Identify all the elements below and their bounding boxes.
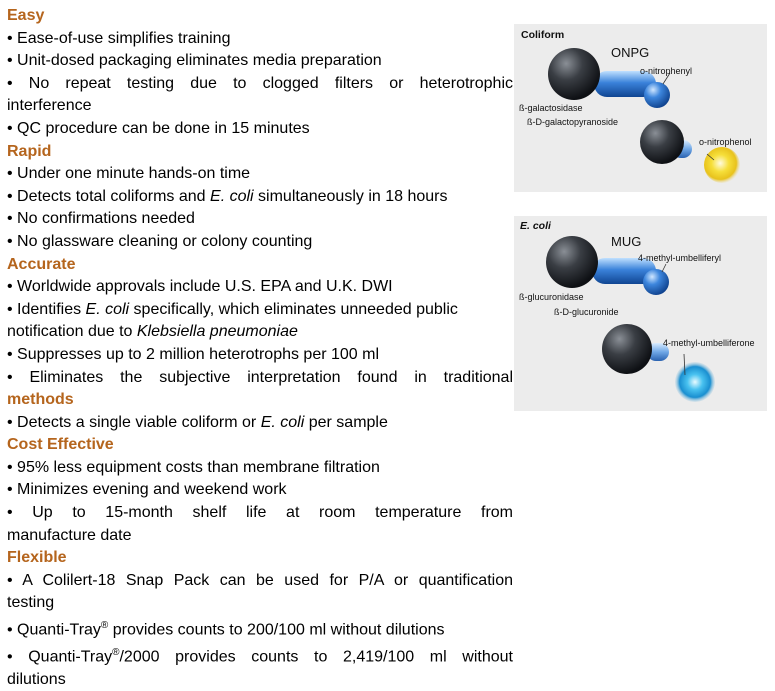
- product-label: 4-methyl-umbelliferone: [663, 338, 755, 348]
- list-item: • Worldwide approvals include U.S. EPA and U.K. DWI: [7, 278, 393, 296]
- heading-easy: Easy: [7, 7, 45, 24]
- heading-cost-effective: Cost Effective: [7, 436, 114, 454]
- ecoli-diagram: [514, 216, 767, 411]
- diagram-title: Coliform: [521, 29, 565, 41]
- bond-label: ß-D-glucuronide: [554, 307, 619, 317]
- list-item-continuation: testing: [7, 594, 55, 612]
- list-item: • No repeat testing due to clogged filters or heterotrophic: [7, 74, 513, 92]
- list-item: • Unit-dosed packaging eliminates media preparation: [7, 52, 382, 70]
- list-item: • Quanti-Tray®/2000 provides counts to 2,419/100 ml without: [7, 646, 513, 666]
- list-item: • 95% less equipment costs than membrane filtration: [7, 458, 380, 476]
- list-item: • Under one minute hands-on time: [7, 165, 251, 183]
- diagram-title: E. coli: [520, 220, 551, 232]
- product-glow: [675, 362, 715, 402]
- enzyme-sphere-released: [640, 120, 684, 164]
- list-item-continuation: notification due to Klebsiella pneumoniae: [7, 323, 298, 341]
- product-glow: [704, 147, 740, 183]
- list-item: • Ease-of-use simplifies training: [7, 29, 231, 47]
- list-item: • Up to 15-month shelf life at room temperature from: [7, 504, 513, 522]
- enzyme-sphere-released: [602, 324, 652, 374]
- list-item: • Identifies E. coli specifically, which eliminates unneeded public: [7, 300, 458, 318]
- enzyme-label: ß-glucuronidase: [519, 292, 584, 302]
- list-item: • A Colilert-18 Snap Pack can be used for P/A or quantification: [7, 571, 513, 589]
- coliform-diagram: [514, 24, 767, 192]
- product-label: o-nitrophenol: [699, 137, 752, 147]
- list-item: • Eliminates the subjective interpretation found in traditional: [7, 368, 513, 386]
- list-item: • Detects a single viable coliform or E. coli per sample: [7, 413, 388, 431]
- enzyme-label: ß-galactosidase: [519, 103, 583, 113]
- group-label: o-nitrophenyl: [640, 66, 693, 76]
- enzyme-sphere: [546, 236, 598, 288]
- list-item: • Quanti-Tray® provides counts to 200/100 ml without dilutions: [7, 620, 445, 639]
- heading-flexible: Flexible: [7, 549, 67, 567]
- bond-label: ß-D-galactopyranoside: [527, 117, 619, 127]
- list-item: • No glassware cleaning or colony counting: [7, 232, 313, 250]
- heading-rapid: Rapid: [7, 142, 52, 160]
- list-item: • Suppresses up to 2 million heterotrophs per 100 ml: [7, 345, 380, 363]
- list-item: • Minimizes evening and weekend work: [7, 481, 287, 499]
- list-item-continuation: manufacture date: [7, 526, 132, 544]
- list-item-continuation: interference: [7, 97, 92, 115]
- list-item: • QC procedure can be done in 15 minutes: [7, 119, 310, 137]
- list-item-continuation: dilutions: [7, 670, 66, 688]
- list-item: • Detects total coliforms and E. coli simultaneously in 18 hours: [7, 187, 448, 205]
- group-label: 4-methyl-umbelliferyl: [638, 253, 722, 263]
- heading-accurate: Accurate: [7, 255, 76, 273]
- substrate-label: MUG: [611, 234, 642, 249]
- group-sphere: [643, 269, 669, 295]
- list-item: • No confirmations needed: [7, 210, 195, 228]
- group-sphere: [644, 82, 670, 108]
- enzyme-sphere: [548, 48, 600, 100]
- list-item-continuation: methods: [7, 391, 74, 409]
- pointer-line: [662, 264, 666, 272]
- feature-list: [7, 5, 513, 691]
- substrate-label: ONPG: [611, 45, 650, 60]
